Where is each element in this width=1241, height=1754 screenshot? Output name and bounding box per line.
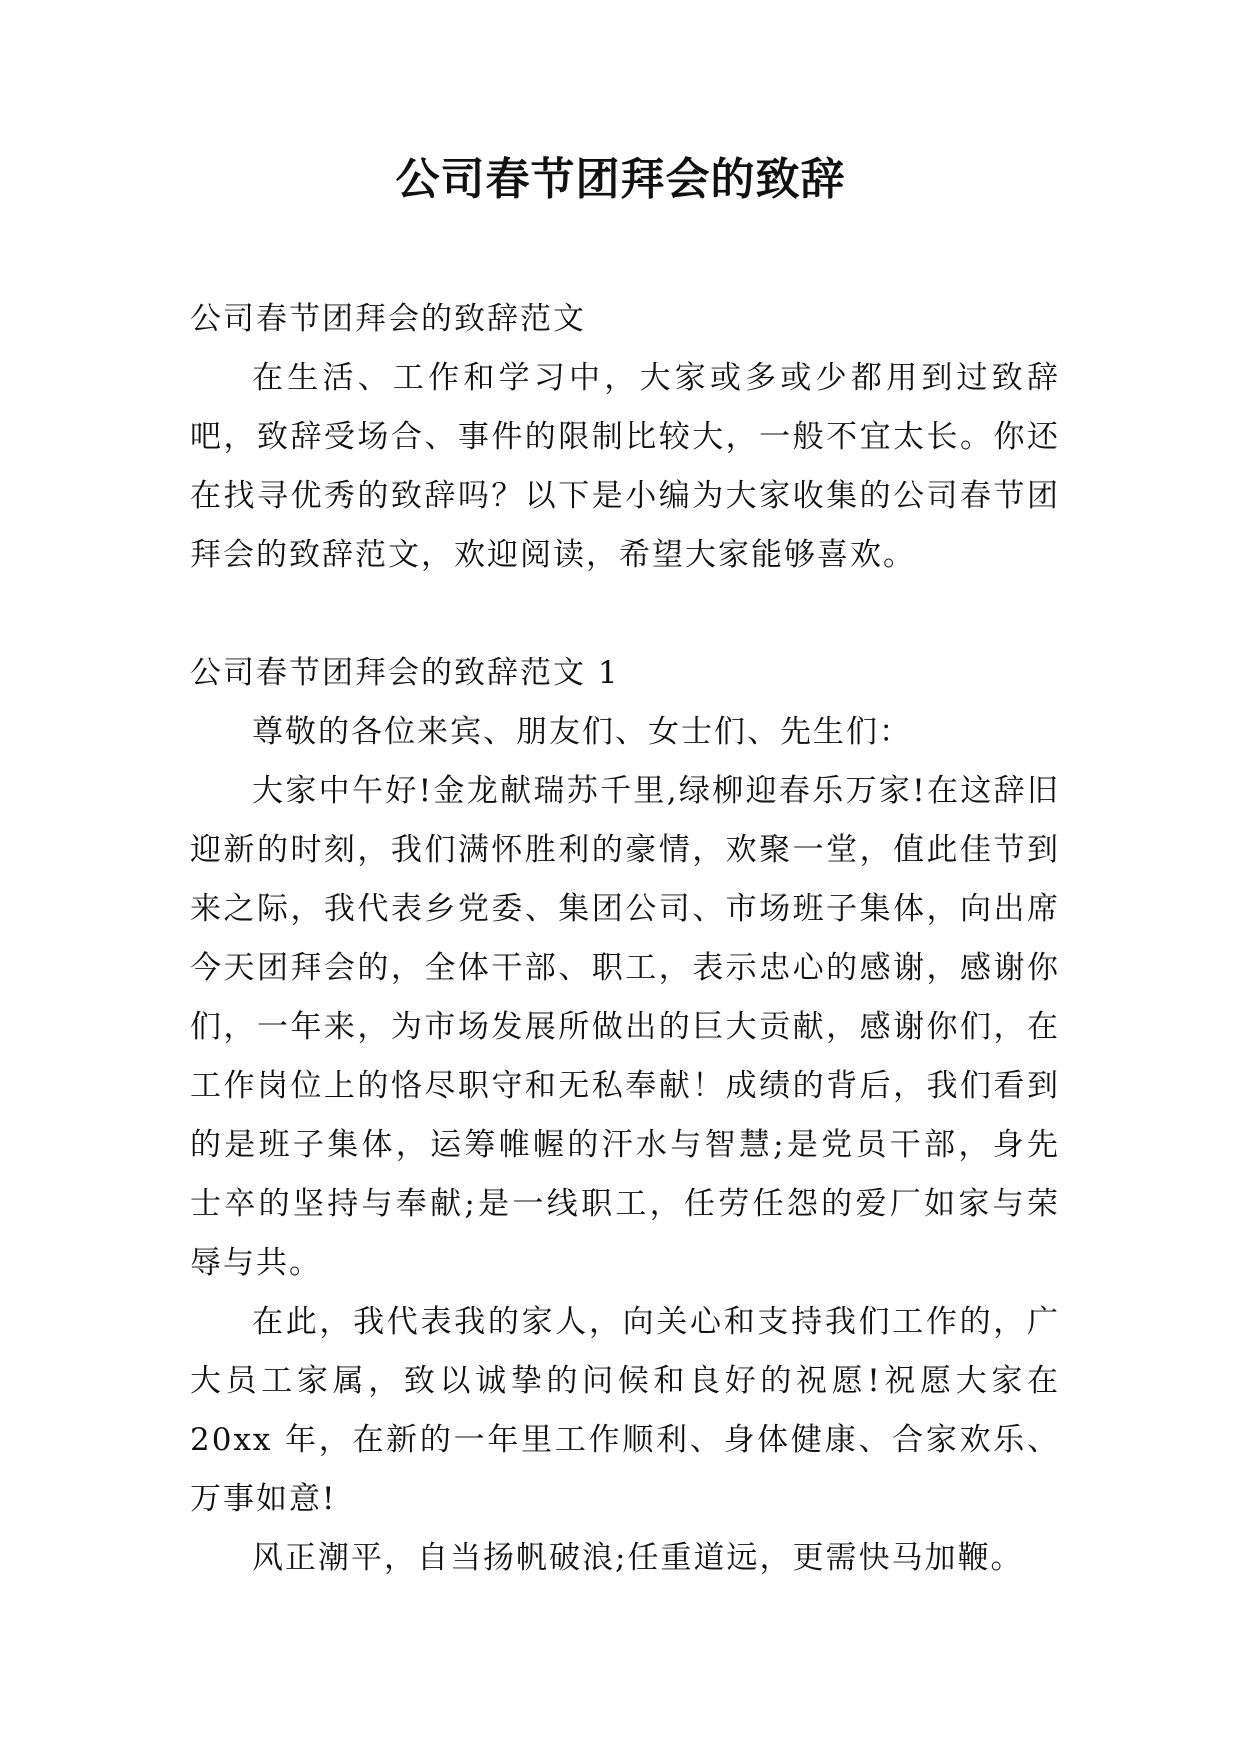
document-body [190,290,1060,1588]
paragraph-spacer [190,585,1060,644]
intro-paragraph: 在生活、工作和学习中，大家或多或少都用到过致辞吧，致辞受场合、事件的限制比较大，一般不宜太长。你还在找寻优秀的致辞吗？以下是小编为大家收集的公司春节团拜会的致辞范文，欢迎阅读，希望大家能够喜欢。 [190,360,1060,573]
body-paragraph-3: 风正潮平，自当扬帆破浪;任重道远，更需快马加鞭。 [252,1540,1024,1576]
salutation: 尊敬的各位来宾、朋友们、女士们、先生们： [252,714,912,750]
document-title: 公司春节团拜会的致辞 [395,154,846,205]
section-heading: 公司春节团拜会的致辞范文 1 [190,655,620,691]
subtitle: 公司春节团拜会的致辞范文 [190,301,586,337]
body-paragraph-1: 大家中午好!金龙献瑞苏千里,绿柳迎春乐万家!在这辞旧迎新的时刻，我们满怀胜利的豪情，欢聚一堂，值此佳节到来之际，我代表乡党委、集团公司、市场班子集体，向出席今天团拜会的，全体干部、职工，表示忠心的感谢，感谢你们，一年来，为市场发展所做出的巨大贡献，感谢你们，在工作岗位上的恪尽职守和无私奉献！成绩的背后，我们看到的是班子集体，运筹帷幄的汗水与智慧;是党员干部，身先士卒的坚持与奉献;是一线职工，任劳任怨的爱厂如家与荣辱与共。 [190,773,1060,1281]
body-paragraph-2: 在此，我代表我的家人，向关心和支持我们工作的，广大员工家属，致以诚挚的问候和良好的祝愿!祝愿大家在 20xx 年，在新的一年里工作顺利、身体健康、合家欢乐、万事如意! [190,1304,1060,1517]
